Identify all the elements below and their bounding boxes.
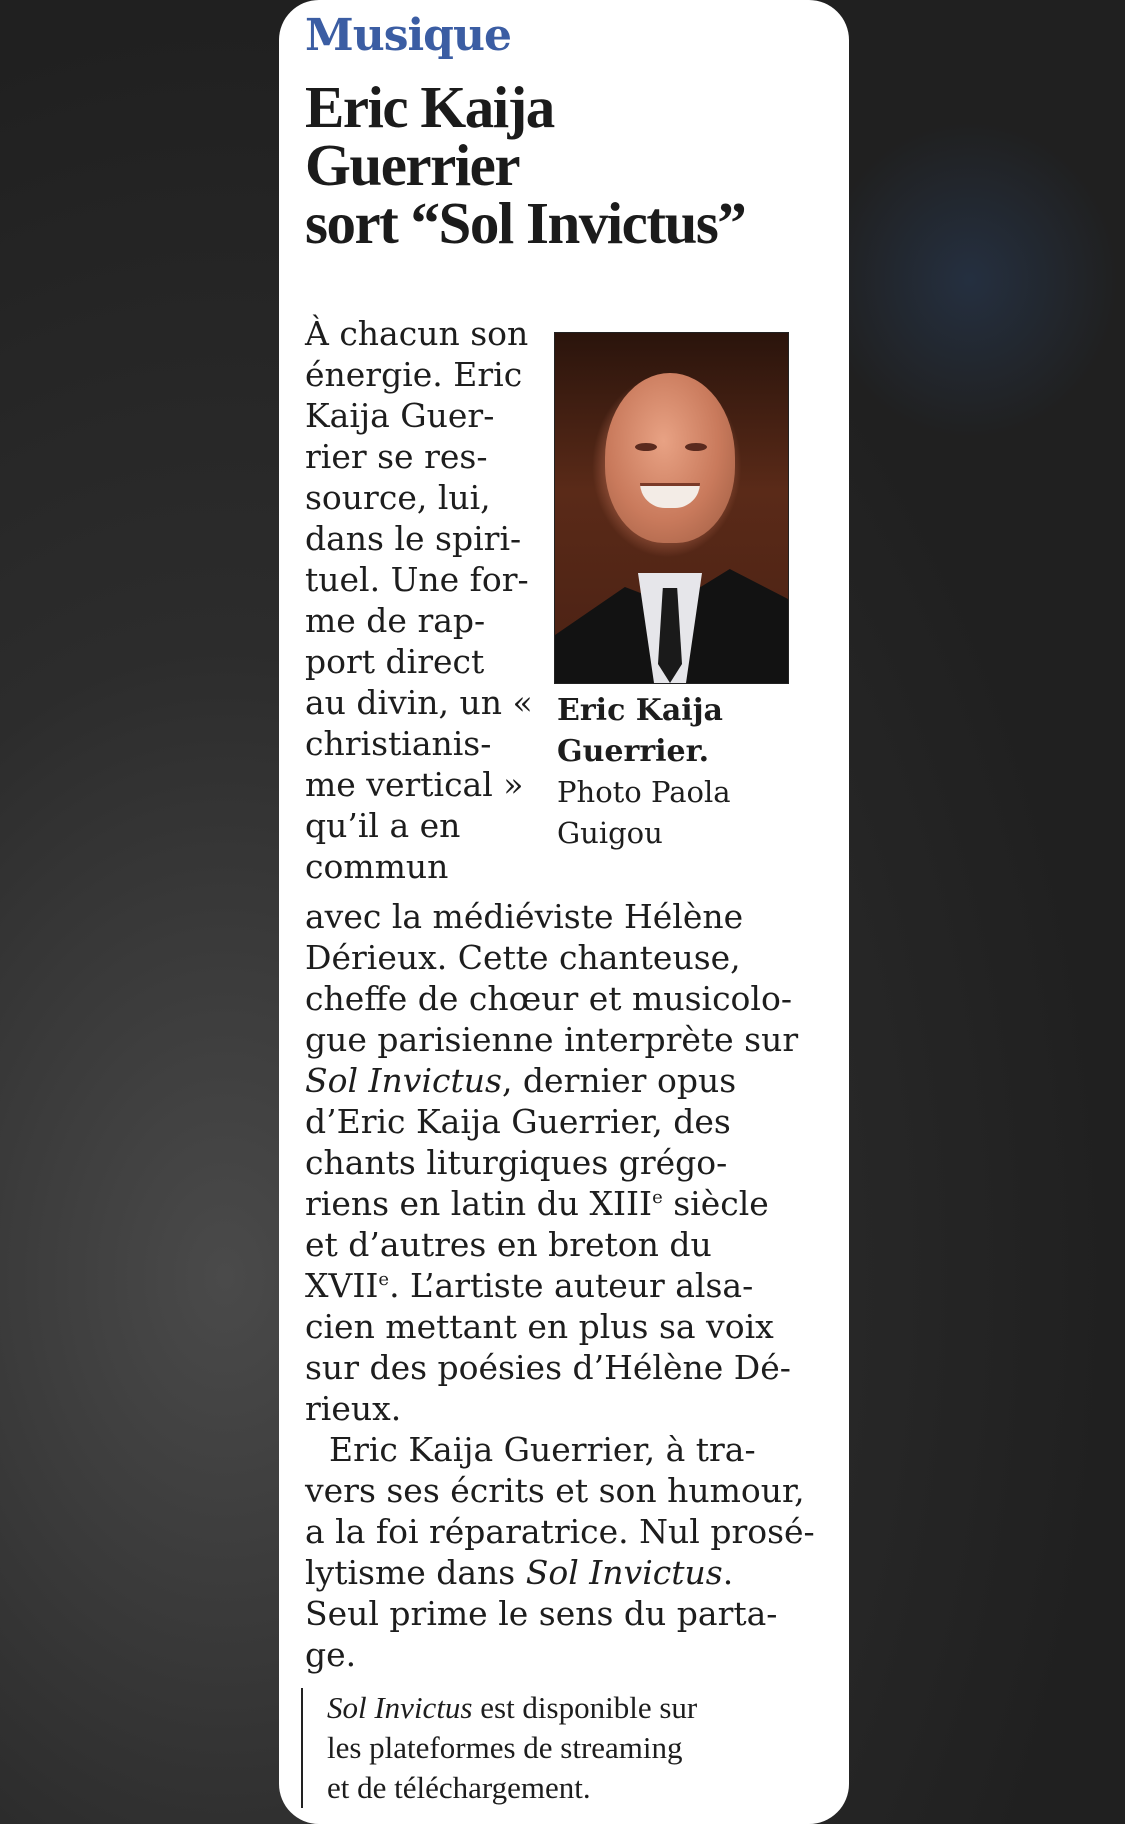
caption-credit: Guigou [557,816,663,850]
text-line: d’Eric Kaija Guerrier, des [305,1102,731,1141]
text-line: a la foi réparatrice. Nul prosé- [305,1512,815,1551]
text-line: cien mettant en plus sa voix [305,1307,774,1346]
album-title: Sol Invictus [305,1061,502,1100]
text-line: énergie. Eric [305,355,523,394]
text-line: me vertical » [305,765,524,804]
album-title: Sol Invictus [525,1553,723,1592]
text-line: rier se res- [305,437,488,476]
text-line: chants liturgiques grégo- [305,1143,728,1182]
text-line: Kaija Guer- [305,396,495,435]
note-line: et de téléchargement. [327,1770,591,1805]
text-line: ge. [305,1635,357,1674]
background-glow [820,120,1120,440]
photo-caption [557,690,797,854]
text-line: cheffe de chœur et musicolo- [305,979,792,1018]
text-line: port direct [305,642,485,681]
text-line: me de rap- [305,601,486,640]
album-title: Sol Invictus [327,1690,473,1725]
headline-line: sort “Sol Invictus” [305,190,746,256]
text-line: Dérieux. Cette chanteuse, [305,938,741,977]
portrait-photo [554,332,789,684]
caption-credit: Photo Paola [557,775,731,809]
headline [305,74,835,256]
text-line: riens en latin du XIIIe siècle [305,1184,769,1223]
caption-name: Guerrier. [557,734,710,769]
headline-line: Eric Kaija [305,74,554,140]
text-line: Seul prime le sens du parta- [305,1594,778,1633]
text-line: commun [305,847,449,886]
text-line: À chacun son [305,314,529,353]
text-line: et d’autres en breton du [305,1225,712,1264]
headline-line: Guerrier [305,132,520,198]
text-line: lytisme dans Sol Invictus . [305,1553,734,1592]
text-line: avec la médiéviste Hélène [305,897,744,936]
full-width-text [305,896,835,1675]
text-line: source, lui, [305,478,491,517]
text-line: dans le spiri- [305,519,522,558]
text-line: Eric Kaija Guerrier, à tra- [329,1430,756,1469]
text-line: qu’il a en [305,806,461,845]
section-rubric: Musique [305,10,511,61]
availability-note [301,1688,847,1808]
text-line: gue parisienne interprète sur [305,1020,799,1059]
text-line: rieux. [305,1389,402,1428]
left-column-text [305,313,533,887]
text-line: Sol Invictus, dernier opus [305,1061,737,1100]
text-line: vers ses écrits et son humour, [305,1471,805,1510]
note-line: les plateformes de streaming [327,1730,683,1765]
article-clipping [279,0,849,1824]
text-line: sur des poésies d’Hélène Dé- [305,1348,791,1387]
caption-name: Eric Kaija [557,693,723,728]
note-line: Sol Invictus est disponible sur [327,1690,698,1725]
text-line: au divin, un « [305,683,533,722]
text-line: christianis- [305,724,492,763]
text-line: tuel. Une for- [305,560,529,599]
text-line: XVIIe. L’artiste auteur alsa- [305,1266,754,1305]
